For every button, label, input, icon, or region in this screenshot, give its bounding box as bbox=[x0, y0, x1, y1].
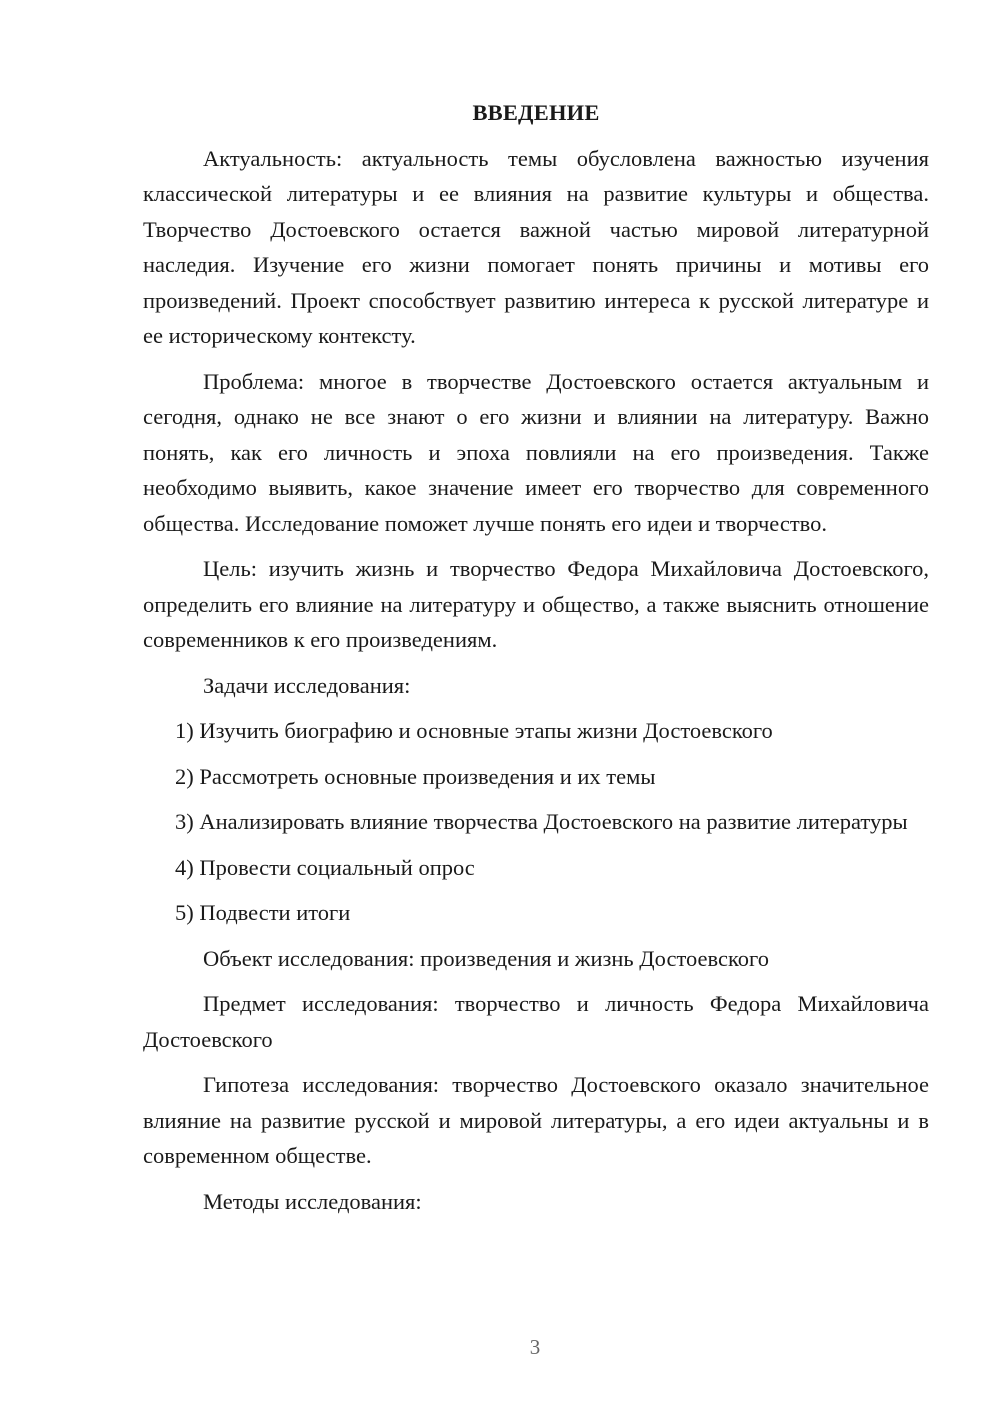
paragraph-subject: Предмет исследования: творчество и личность Федора Михайловича Достоевского bbox=[143, 991, 929, 1052]
task-item-3: 3) Анализировать влияние творчества Достоевского на развитие литературы bbox=[175, 809, 908, 834]
task-item-1: 1) Изучить биографию и основные этапы жизни Достоевского bbox=[175, 718, 773, 743]
task-item-5: 5) Подвести итоги bbox=[175, 900, 351, 925]
paragraph-problem: Проблема: многое в творчестве Достоевского остается актуальным и сегодня, однако не все знают о его жизни и влиянии на литературу. Важно понять, как его личность и эпоха повлияли на его произведения. Также необходимо выявить, какое значение имеет его творчество для современного общества. Исследование поможет лучше понять его идеи и творчество. bbox=[143, 368, 929, 536]
paragraph-goal: Цель: изучить жизнь и творчество Федора Михайловича Достоевского, определить его влияние на литературу и общество, а также выяснить отношение современников к его произведениям. bbox=[143, 556, 929, 652]
page-number: 3 bbox=[529, 1335, 541, 1359]
paragraph-hypothesis: Гипотеза исследования: творчество Достоевского оказало значительное влияние на развитие русской и мировой литературы, а его идеи актуальны и в современном обществе. bbox=[143, 1072, 929, 1168]
paragraph-object: Объект исследования: произведения и жизнь Достоевского bbox=[203, 945, 769, 971]
task-item-2: 2) Рассмотреть основные произведения и их темы bbox=[175, 763, 656, 789]
task-item-4: 4) Провести социальный опрос bbox=[175, 854, 475, 880]
methods-heading: Методы исследования: bbox=[203, 1188, 422, 1214]
paragraph-relevance: Актуальность: актуальность темы обусловлена важностью изучения классической литературы и ее влияния на развитие культуры и общества. Творчество Достоевского остается важной частью мировой литературной наследия. Изучение его жизни помогает понять причины и мотивы его произведений. Проект способствует развитию интереса к русской литературе и ее историческому контексту. bbox=[143, 145, 929, 348]
tasks-heading: Задачи исследования: bbox=[203, 672, 411, 698]
section-title: ВВЕДЕНИЕ bbox=[472, 100, 600, 125]
page-content bbox=[143, 95, 929, 1229]
